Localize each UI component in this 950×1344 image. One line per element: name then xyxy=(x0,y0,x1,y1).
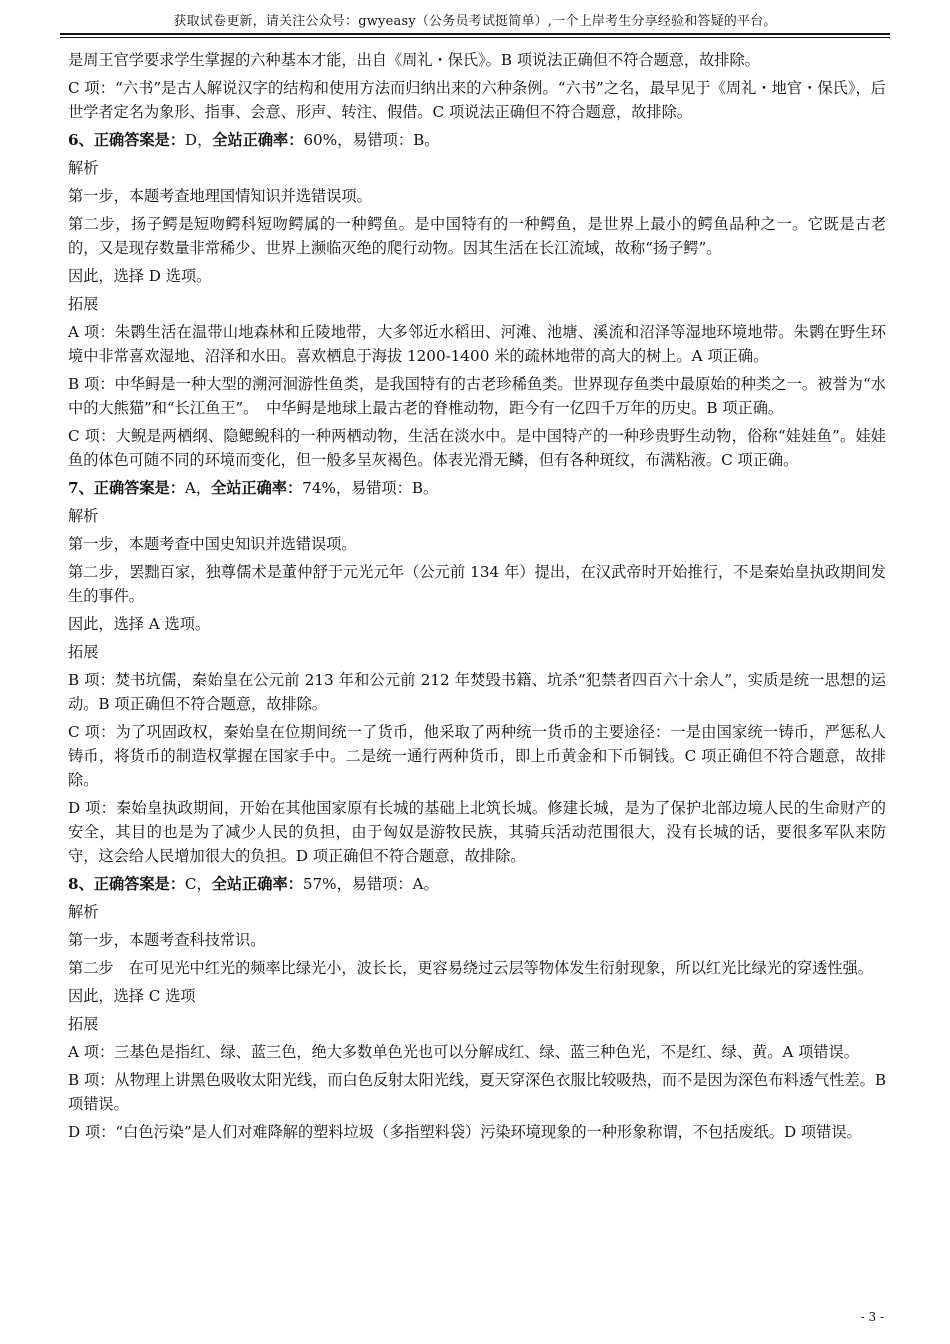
rate-value: 74%，易错项：B。 xyxy=(302,479,439,497)
paragraph: 拓展 xyxy=(68,643,99,661)
paragraph: 因此，选择 D 选项。 xyxy=(68,267,212,285)
paragraph: A 项：三基色是指红、绿、蓝三色，绝大多数单色光也可以分解成红、绿、蓝三种色光，不是红、绿、黄。A 项错误。 xyxy=(68,1043,859,1061)
paragraph: 第一步，本题考查地理国情知识并选错误项。 xyxy=(68,187,372,205)
answer-value: D， xyxy=(184,131,213,149)
answer-label: 6、正确答案是： xyxy=(68,131,185,149)
header-rule xyxy=(60,33,890,35)
paragraph: 第二步，扬子鳄是短吻鳄科短吻鳄属的一种鳄鱼。是中国特有的一种鳄鱼，是世界上最小的鳄鱼品种之一。它既是古老的，又是现存数量非常稀少、世界上濒临灭绝的爬行动物。因其生活在长江流域，故称“扬子鳄”。 xyxy=(68,215,886,257)
paragraph: C 项：为了巩固政权，秦始皇在位期间统一了货币，他采取了两种统一货币的主要途径：一是由国家统一铸币，严惩私人铸币，将货币的制造权掌握在国家手中。二是统一通行两种货币，即上币黄金和下币铜钱。C 项正确但不符合题意，故排除。 xyxy=(68,723,886,789)
paragraph: 第二步 在可见光中红光的频率比绿光小，波长长，更容易绕过云层等物体发生衍射现象，所以红光比绿光的穿透性强。 xyxy=(68,959,873,977)
paragraph: 第一步，本题考查科技常识。 xyxy=(68,931,266,949)
paragraph: C 项：“六书”是古人解说汉字的结构和使用方法而归纳出来的六种条例。“六书”之名，最早见于《周礼・地官・保氏》，后世学者定名为象形、指事、会意、形声、转注、假借。C 项说法正确但不符合题意，故排除。 xyxy=(68,79,886,121)
question-answer-line xyxy=(68,872,886,896)
paragraph: 解析 xyxy=(68,507,99,525)
answer-value: A， xyxy=(184,479,212,497)
page-number: - 3 - xyxy=(860,1310,884,1324)
paragraph: B 项：中华鲟是一种大型的溯河洄游性鱼类，是我国特有的古老珍稀鱼类。世界现存鱼类中最原始的种类之一。被誉为“水中的大熊猫”和“长江鱼王”。 中华鲟是地球上最古老的脊椎动物，距今有一亿四千万年的历史。B 项正确。 xyxy=(68,375,886,417)
answer-label: 7、正确答案是： xyxy=(68,479,185,497)
paragraph: D 项：“白色污染”是人们对难降解的塑料垃圾（多指塑料袋）污染环境现象的一种形象称谓，不包括废纸。D 项错误。 xyxy=(68,1123,862,1141)
header-rule-thin xyxy=(60,37,890,38)
rate-label: 全站正确率： xyxy=(212,131,304,149)
question-answer-line xyxy=(68,476,886,500)
rate-label: 全站正确率： xyxy=(211,875,303,893)
paragraph: 第一步，本题考查中国史知识并选错误项。 xyxy=(68,535,357,553)
paragraph: 解析 xyxy=(68,159,99,177)
document-body xyxy=(68,48,886,1148)
rate-value: 57%，易错项：A。 xyxy=(302,875,439,893)
paragraph: A 项：朱鹮生活在温带山地森林和丘陵地带，大多邻近水稻田、河滩、池塘、溪流和沼泽等湿地环境地带。朱鹮在野生环境中非常喜欢湿地、沼泽和水田。喜欢栖息于海拔 1200-1400 米的疏林地带的高大的树上。A 项正确。 xyxy=(68,323,886,365)
rate-label: 全站正确率： xyxy=(211,479,303,497)
page-header: 获取试卷更新，请关注公众号：gwyeasy（公务员考试挺简单）,一个上岸考生分享经验和答疑的平台。 xyxy=(173,14,777,29)
rate-value: 60%，易错项：B。 xyxy=(303,131,440,149)
paragraph: 拓展 xyxy=(68,1015,99,1033)
answer-label: 8、正确答案是： xyxy=(68,875,185,893)
paragraph: C 项：大鲵是两栖纲、隐鳃鲵科的一种两栖动物，生活在淡水中。是中国特产的一种珍贵野生动物，俗称“娃娃鱼”。娃娃鱼的体色可随不同的环境而变化，但一般多呈灰褐色。体表光滑无鳞，但有各种斑纹，布满粘液。C 项正确。 xyxy=(68,427,886,469)
paragraph: 因此，选择 A 选项。 xyxy=(68,615,211,633)
paragraph: B 项：焚书坑儒，秦始皇在公元前 213 年和公元前 212 年焚毁书籍、坑杀“犯禁者四百六十余人”，实质是统一思想的运动。B 项正确但不符合题意，故排除。 xyxy=(68,671,886,713)
paragraph: B 项：从物理上讲黑色吸收太阳光线，而白色反射太阳光线，夏天穿深色衣服比较吸热，而不是因为深色布料透气性差。B 项错误。 xyxy=(68,1071,886,1113)
paragraph: 拓展 xyxy=(68,295,99,313)
paragraph: 是周王官学要求学生掌握的六种基本才能，出自《周礼・保氏》。B 项说法正确但不符合题意，故排除。 xyxy=(68,51,760,69)
question-answer-line xyxy=(68,128,886,152)
paragraph: D 项：秦始皇执政期间，开始在其他国家原有长城的基础上北筑长城。修建长城，是为了保护北部边境人民的生命财产的安全，其目的也是为了减少人民的负担，由于匈奴是游牧民族，其骑兵活动范围很大，没有长城的话，要很多军队来防守，这会给人民增加很大的负担。D 项正确但不符合题意，故排除。 xyxy=(68,799,886,865)
paragraph: 因此，选择 C 选项 xyxy=(68,987,196,1005)
paragraph: 解析 xyxy=(68,903,99,921)
answer-value: C， xyxy=(184,875,212,893)
paragraph: 第二步，罢黜百家，独尊儒术是董仲舒于元光元年（公元前 134 年）提出，在汉武帝时开始推行，不是秦始皇执政期间发生的事件。 xyxy=(68,563,886,605)
